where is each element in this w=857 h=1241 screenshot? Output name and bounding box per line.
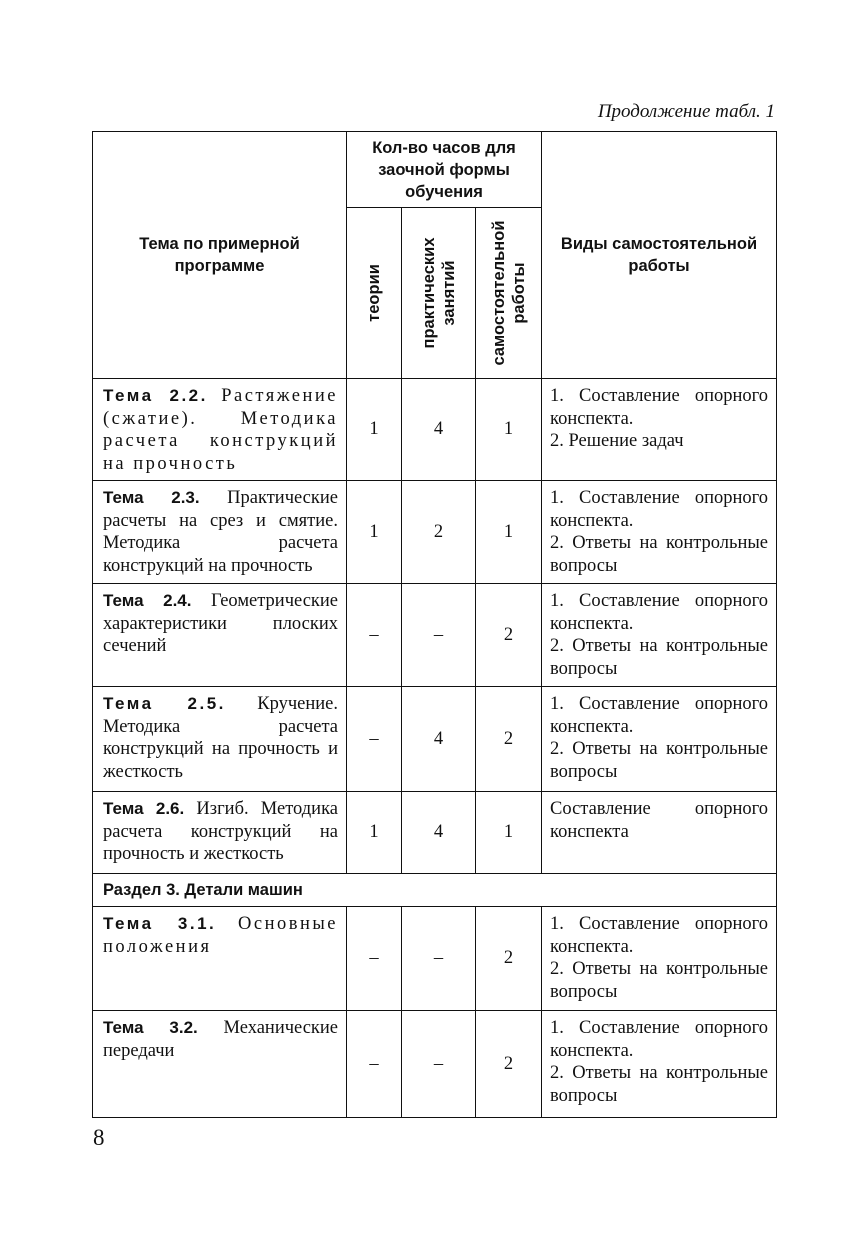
work-cell [542,481,777,584]
hours-self: 1 [476,379,542,481]
table-row [93,907,777,1011]
table-row [93,687,777,792]
topic-title: Тема 2.3. [103,488,200,507]
hours-practice: – [402,907,476,1011]
topic-cell [93,379,347,481]
work-item: 1. Составление опорного конспекта. [550,488,769,531]
hours-self: 2 [476,907,542,1011]
work-item: 2. Ответы на контрольные вопросы [550,533,769,576]
section-title: Раздел 3. Детали машин [93,874,777,907]
topic-title: Тема 3.2. [103,1018,198,1037]
hours-self: 2 [476,1011,542,1118]
header-hours-self: самостоятельной работы [476,208,542,379]
hours-theory: – [347,584,402,687]
topic-title: Тема 2.6. [103,799,185,818]
hours-self: 1 [476,792,542,874]
topic-cell [93,1011,347,1118]
work-cell [542,907,777,1011]
topic-text: Практические расчеты на срез и смятие. Методика расчета конструкций на прочность [103,488,338,576]
table-row [93,584,777,687]
hours-practice: 2 [402,481,476,584]
topic-text: Геометрические характеристики плоских сечений [103,591,338,656]
header-hours-theory: теории [347,208,402,379]
hours-practice: 4 [402,687,476,792]
table-row [93,1011,777,1118]
table-row [93,481,777,584]
work-item: 2. Ответы на контрольные вопросы [550,959,769,1002]
work-item: 1. Составление опорного конспекта. [550,914,769,957]
hours-theory: 1 [347,792,402,874]
work-cell [542,1011,777,1118]
hours-self: 2 [476,687,542,792]
topic-cell [93,792,347,874]
work-item: 2. Решение задач [550,431,684,451]
work-item: 1. Составление опорного конспекта. [550,1018,769,1061]
topic-cell [93,584,347,687]
section-row [93,874,777,907]
hours-theory: 1 [347,481,402,584]
header-hours-practice: практических занятий [402,208,476,379]
work-item: 1. Составление опорного конспекта. [550,591,769,634]
topic-cell [93,687,347,792]
work-cell [542,584,777,687]
work-item: 2. Ответы на контрольные вопросы [550,1063,769,1106]
work-item: 2. Ответы на контрольные вопросы [550,739,769,782]
topic-text: Растяжение (сжатие). Методика расчета конструкций на прочность [103,386,339,474]
hours-practice: 4 [402,379,476,481]
table-row [93,379,777,481]
hours-practice: 4 [402,792,476,874]
continuation-label: Продолжение табл. 1 [597,101,775,122]
header-work-types: Виды самостоятельной работы [542,132,777,379]
work-cell [542,687,777,792]
hours-theory: – [347,1011,402,1118]
hours-theory: – [347,907,402,1011]
work-item: Составление опорного конспекта [550,799,769,842]
topic-cell [93,907,347,1011]
curriculum-table [92,131,777,1118]
work-cell [542,792,777,874]
topic-text: Механические передачи [103,1018,339,1061]
hours-practice: – [402,1011,476,1118]
work-item: 2. Ответы на контрольные вопросы [550,636,769,679]
work-cell [542,379,777,481]
hours-self: 2 [476,584,542,687]
topic-title: Тема 2.2. [103,386,208,405]
header-topic: Тема по примерной программе [93,132,347,379]
topic-title: Тема 2.4. [103,591,192,610]
work-item: 1. Составление опорного конспекта. [550,694,769,737]
topic-text: Кручение. Методика расчета конструкций на прочность и жесткость [103,694,338,782]
hours-theory: – [347,687,402,792]
hours-practice: – [402,584,476,687]
table-row [93,792,777,874]
topic-title: Тема 3.1. [103,914,217,933]
work-item: 1. Составление опорного конспекта. [550,386,769,429]
header-hours-group: Кол-во часов для заочной формы обучения [347,132,542,208]
topic-title: Тема 2.5. [103,694,226,713]
topic-cell [93,481,347,584]
page-number: 8 [93,1125,105,1150]
hours-theory: 1 [347,379,402,481]
topic-text: Основные положения [103,914,338,957]
topic-text: Изгиб. Методика расчета конструкций на прочность и жесткость [103,799,338,864]
hours-self: 1 [476,481,542,584]
